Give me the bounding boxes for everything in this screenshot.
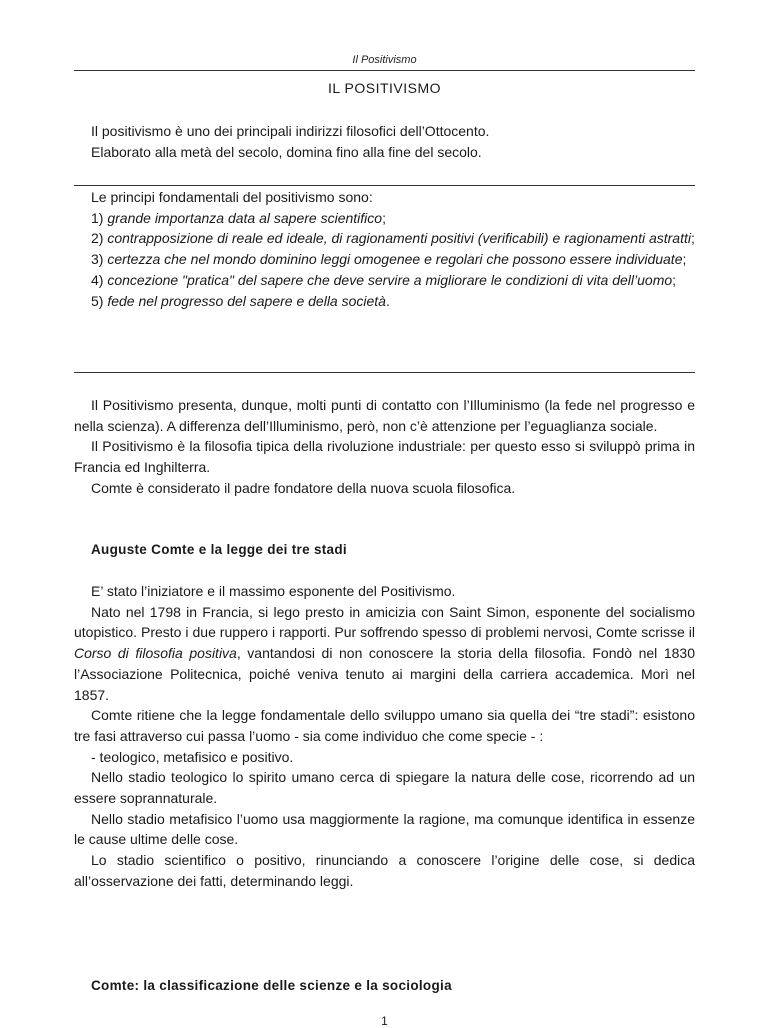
principle-text: grande importanza data al sapere scientifico xyxy=(107,209,383,226)
principle-text: contrapposizione di reale ed ideale, di ragionamenti positivi (verificabili) e ragionamenti astratti xyxy=(107,230,691,247)
section1-paragraph-1: E’ stato l’iniziatore e il massimo esponente del Positivismo. xyxy=(91,583,456,599)
principle-text: certezza che nel mondo dominino leggi omogenee e regolari che possono essere individuate xyxy=(107,251,683,268)
intro-line-2: Elaborato alla metà del secolo, domina fino alla fine del secolo. xyxy=(91,143,482,160)
principles-top-rule xyxy=(74,185,695,186)
principles-lead: Le principi fondamentali del positivismo sono: xyxy=(91,189,373,205)
section1-paragraph-2 xyxy=(74,602,695,706)
principle-end: ; xyxy=(682,251,687,268)
page-number: 1 xyxy=(381,1014,388,1028)
header-rule xyxy=(74,70,695,71)
principle-text: fede nel progresso del sapere e della società xyxy=(107,292,386,309)
running-header: Il Positivismo xyxy=(352,54,417,66)
principle-item-1 xyxy=(74,208,695,229)
principle-end: ; xyxy=(672,271,677,288)
section1-body xyxy=(74,581,695,892)
section1-paragraph-5: Nello stadio teologico lo spirito umano cerca di spiegare la natura delle cose, ricorrendo ad un essere soprannaturale. xyxy=(74,769,695,807)
principles-bottom-rule xyxy=(74,372,695,373)
principle-number: 2) xyxy=(91,230,104,247)
principle-item-3 xyxy=(74,249,695,270)
section1-p2-end: , vantandosi di non conoscere la storia della filosofia. Fondò nel 1830 l’Associazione Politecnica, poiché veniva tenuto ai margini della carriera accademica. Morì nel 1857. xyxy=(74,645,695,703)
section1-paragraph-3: Comte ritiene che la legge fondamentale dello sviluppo umano sia quella dei “tre stadi”: esistono tre fasi attraverso cui passa l’uomo - sia come individuo che come specie - : xyxy=(74,707,695,744)
section-heading-tre-stadi: Auguste Comte e la legge dei tre stadi xyxy=(91,542,347,557)
principle-number: 1) xyxy=(91,209,104,226)
principles-list xyxy=(74,187,695,311)
principle-item-5 xyxy=(74,291,695,312)
context-paragraph-3: Comte è considerato il padre fondatore della nuova scuola filosofica. xyxy=(91,479,516,496)
principle-end: ; xyxy=(382,209,386,226)
section1-paragraph-4: - teologico, metafisico e positivo. xyxy=(91,748,294,765)
principle-number: 4) xyxy=(91,271,104,288)
document-title: IL POSITIVISMO xyxy=(327,80,442,96)
section1-paragraph-7: Lo stadio scientifico o positivo, rinunciando a conoscere l’origine delle cose, si dedica all’osservazione dei fatti, determinando leggi. xyxy=(74,852,695,889)
principle-item-4 xyxy=(74,270,695,291)
section-heading-classificazione: Comte: la classificazione delle scienze e la sociologia xyxy=(91,978,452,993)
principle-number: 3) xyxy=(91,251,104,268)
book-title: Corso di filosofia positiva xyxy=(74,645,237,662)
principle-number: 5) xyxy=(91,292,104,309)
context-paragraphs xyxy=(74,395,695,499)
principle-end: . xyxy=(385,292,390,309)
intro-paragraphs xyxy=(74,121,695,162)
principle-end: ; xyxy=(690,230,695,247)
section1-paragraph-6: Nello stadio metafisico l’uomo usa maggiormente la ragione, ma comunque identifica in essenze le cause ultime delle cose. xyxy=(74,810,695,848)
intro-line-1: Il positivismo è uno dei principali indirizzi filosofici dell’Ottocento. xyxy=(91,123,490,139)
context-paragraph-2: Il Positivismo è la filosofia tipica della rivoluzione industriale: per questo esso si sviluppò prima in Francia ed Inghilterra. xyxy=(74,438,695,476)
principle-item-2 xyxy=(74,228,695,249)
context-paragraph-1: Il Positivismo presenta, dunque, molti punti di contatto con l’Illuminismo (la fede nel progresso e nella scienza). A differenza dell’Illuminismo, però, non c’è attenzione per l’eguaglianza sociale. xyxy=(74,397,695,434)
principle-text: concezione "pratica" del sapere che deve servire a migliorare le condizioni di vita dell’uomo xyxy=(107,271,673,288)
document-page xyxy=(74,0,695,1028)
section1-p2-start: Nato nel 1798 in Francia, si lego presto in amicizia con Saint Simon, esponente del socialismo utopistico. Presto i due ruppero i rapporti. Pur soffrendo spesso di problemi nervosi, Comte scrisse il xyxy=(74,603,695,641)
